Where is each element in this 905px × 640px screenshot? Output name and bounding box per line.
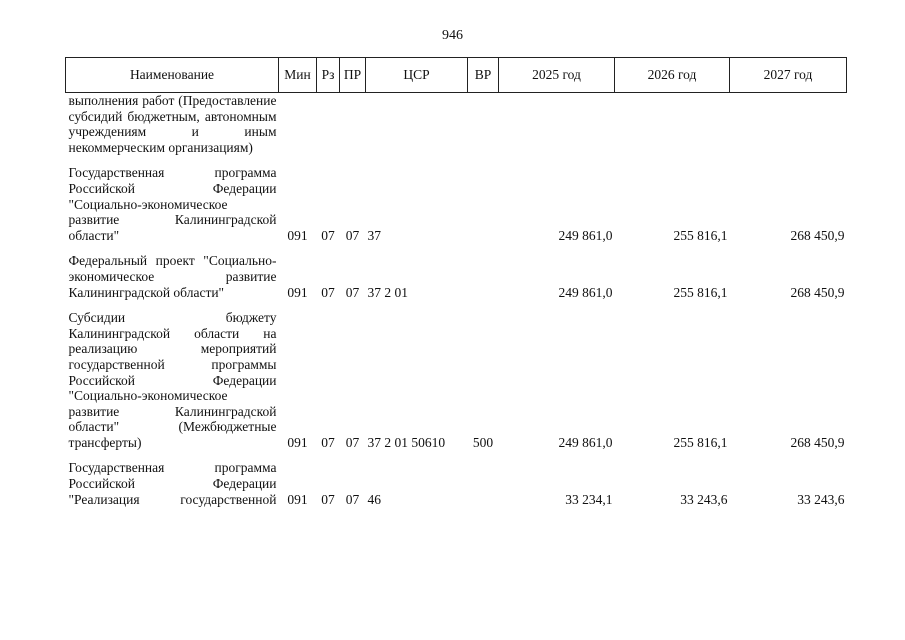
row-2026: 33 243,6 — [680, 491, 728, 507]
row-csr: 37 2 01 — [367, 284, 408, 300]
row-min: 091 — [287, 434, 308, 450]
row-rz: 07 — [321, 227, 335, 243]
row-rz: 07 — [321, 491, 335, 507]
row-name: выполнения работ (Предоставление субсидий бюджетным, автономным учреждениям и иным некоммерческим организациям) — [68, 93, 277, 155]
header-2027: 2027 год — [730, 58, 847, 93]
header-csr: ЦСР — [366, 58, 468, 93]
header-vr: ВР — [468, 58, 499, 93]
row-vr — [468, 93, 499, 156]
row-csr: 37 — [367, 227, 381, 243]
table-row — [66, 310, 847, 450]
row-pr: 07 — [345, 284, 360, 300]
header-rz: Рз — [317, 58, 340, 93]
row-2026: 255 816,1 — [673, 284, 728, 300]
row-vr: 500 — [472, 434, 494, 450]
row-min: 091 — [287, 284, 308, 300]
row-name: Государственная программа Российской Федерации "Социально-экономическое развитие Калининградской области" — [68, 165, 277, 243]
table-row — [66, 460, 847, 507]
row-2027: 33 243,6 — [797, 491, 845, 507]
row-pr — [340, 93, 366, 156]
row-2025: 33 234,1 — [565, 491, 613, 507]
row-2027: 268 450,9 — [790, 227, 845, 243]
row-pr: 07 — [345, 491, 360, 507]
row-csr — [366, 93, 468, 156]
row-csr: 37 2 01 50610 — [367, 434, 446, 450]
row-2027: 268 450,9 — [790, 434, 845, 450]
table-row — [66, 165, 847, 243]
header-2026: 2026 год — [615, 58, 730, 93]
table-row — [66, 93, 847, 156]
row-vr — [468, 460, 499, 507]
row-2026: 255 816,1 — [673, 434, 728, 450]
row-min — [279, 93, 317, 156]
row-csr: 46 — [367, 491, 381, 507]
row-2027: 268 450,9 — [790, 284, 845, 300]
row-pr: 07 — [345, 227, 360, 243]
row-min: 091 — [287, 227, 308, 243]
row-2025: 249 861,0 — [558, 434, 613, 450]
row-rz: 07 — [321, 284, 335, 300]
row-name: Субсидии бюджету Калининградской области на реализацию мероприятий государственной программы Российской Федерации "Социально-экономическое развитие Калининградской области" (Межбюджетные трансферты) — [68, 310, 277, 450]
row-pr: 07 — [345, 434, 360, 450]
row-vr — [468, 165, 499, 243]
row-2025 — [499, 93, 615, 156]
row-rz — [317, 93, 340, 156]
budget-table — [65, 57, 847, 507]
row-vr — [468, 253, 499, 300]
row-name: Федеральный проект "Социально-экономическое развитие Калининградской области" — [68, 253, 277, 300]
row-2026 — [615, 93, 730, 156]
row-2025: 249 861,0 — [558, 227, 613, 243]
page-number: 946 — [442, 28, 463, 43]
table-header-row — [66, 58, 847, 93]
row-2027 — [730, 93, 847, 156]
row-rz: 07 — [321, 434, 335, 450]
header-name: Наименование — [66, 58, 279, 93]
header-2025: 2025 год — [499, 58, 615, 93]
row-2026: 255 816,1 — [673, 227, 728, 243]
row-name: Государственная программа Российской Федерации "Реализация государственной — [68, 460, 277, 507]
header-pr: ПР — [340, 58, 366, 93]
table-row — [66, 253, 847, 300]
row-min: 091 — [287, 491, 308, 507]
row-2025: 249 861,0 — [558, 284, 613, 300]
header-min: Мин — [279, 58, 317, 93]
